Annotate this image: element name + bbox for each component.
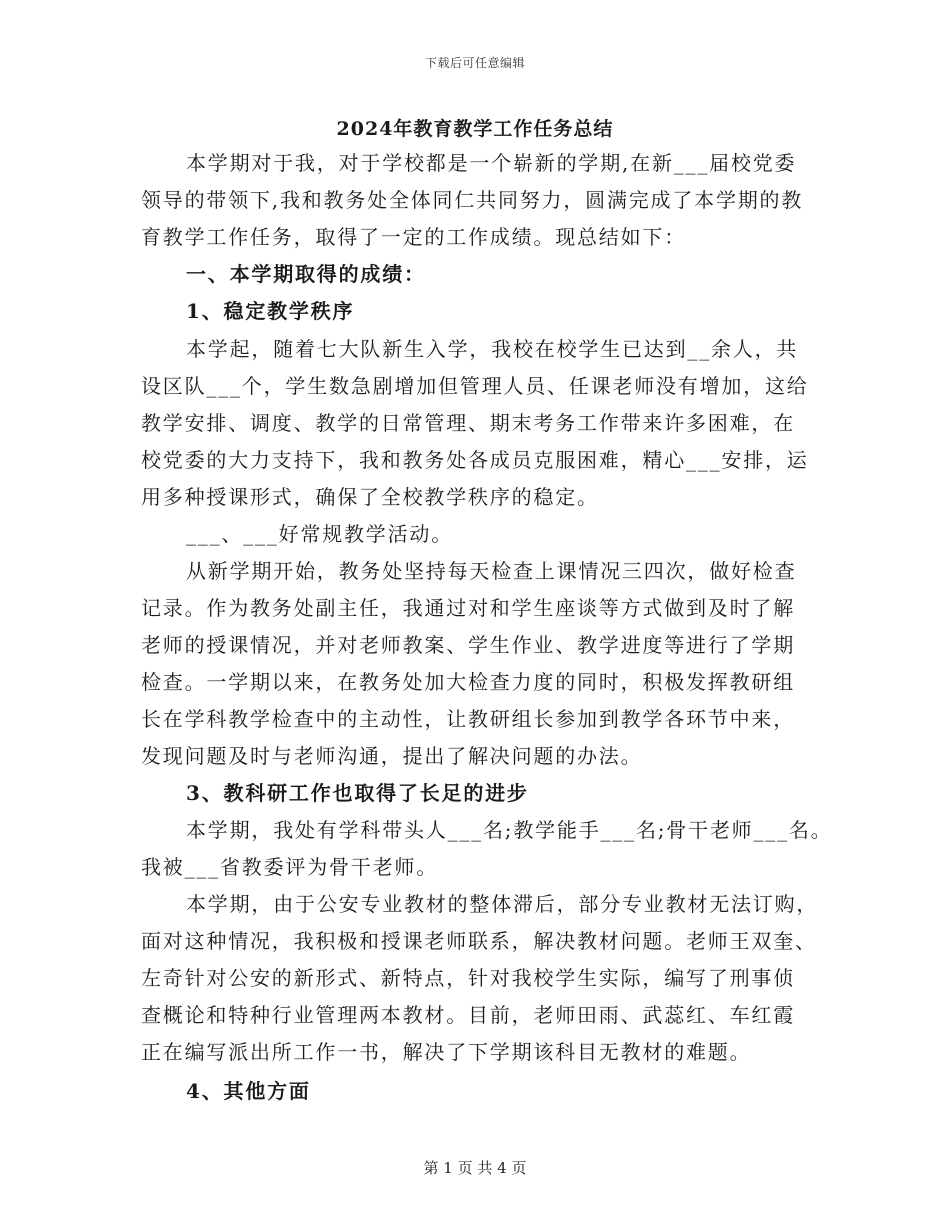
paragraph-line: 长在学科教学检查中的主动性，让教研组长参加到教学各环节中来， (141, 707, 795, 731)
paragraph-line: 从新学期开始，教务处坚持每天检查上课情况三四次，做好检查 (186, 559, 797, 583)
page-header-note: 下载后可任意编辑 (424, 56, 525, 70)
paragraph-line: 正在编写派出所工作一书，解决了下学期该科目无教材的难题。 (141, 1040, 752, 1064)
section-heading: 一、本学期取得的成绩： (186, 262, 426, 286)
paragraph-line: 设区队___个，学生数急剧增加但管理人员、任课老师没有增加，这给 (141, 374, 809, 398)
paragraph-line: 左奇针对公安的新形式、新特点，针对我校学生实际，编写了刑事侦 (141, 966, 795, 990)
intro-line: 领导的带领下,我和教务处全体同仁共同努力，圆满完成了本学期的教 (141, 188, 804, 212)
paragraph-line: 老师的授课情况，并对老师教案、学生作业、教学进度等进行了学期 (141, 633, 795, 657)
subsection-heading-4: 4、其他方面 (186, 1079, 311, 1103)
paragraph-line: 本学期，我处有学科带头人___名;教学能手___名;骨干老师___名。 (186, 818, 833, 842)
paragraph-line: 面对这种情况，我积极和授课老师联系，解决教材问题。老师王双奎、 (141, 929, 817, 953)
paragraph-line: 检查。一学期以来，在教务处加大检查力度的同时，积极发挥教研组 (141, 670, 795, 694)
paragraph-line: 发现问题及时与老师沟通，提出了解决问题的办法。 (141, 744, 643, 768)
page-number: 第 1 页 共 4 页 (423, 1159, 527, 1177)
paragraph-line: 本学起，随着七大队新生入学，我校在校学生已达到__余人，共 (186, 337, 799, 361)
paragraph-line: 本学期，由于公安专业教材的整体滞后，部分专业教材无法订购， (186, 892, 819, 916)
document-title: 2024年教育教学工作任务总结 (336, 118, 614, 140)
paragraph-line: 查概论和特种行业管理两本教材。目前，老师田雨、武蕊红、车红霞 (141, 1003, 795, 1027)
subsection-heading-3: 3、教科研工作也取得了长足的进步 (186, 781, 529, 805)
intro-line: 育教学工作任务，取得了一定的工作成绩。现总结如下： (141, 225, 686, 249)
paragraph-line: 用多种授课形式，确保了全校教学秩序的稳定。 (141, 485, 599, 509)
subsection-heading-1: 1、稳定教学秩序 (186, 299, 355, 323)
intro-line: 本学期对于我，对于学校都是一个崭新的学期,在新___届校党委 (186, 151, 797, 175)
subsection-heading-2: ___、___好常规教学活动。 (186, 522, 453, 546)
paragraph-line: 我被___省教委评为骨干老师。 (141, 855, 438, 879)
paragraph-line: 教学安排、调度、教学的日常管理、期末考务工作带来许多困难，在 (141, 411, 795, 435)
paragraph-line: 记录。作为教务处副主任，我通过对和学生座谈等方式做到及时了解 (141, 596, 795, 620)
paragraph-line: 校党委的大力支持下，我和教务处各成员克服困难，精心___安排，运 (141, 448, 809, 472)
